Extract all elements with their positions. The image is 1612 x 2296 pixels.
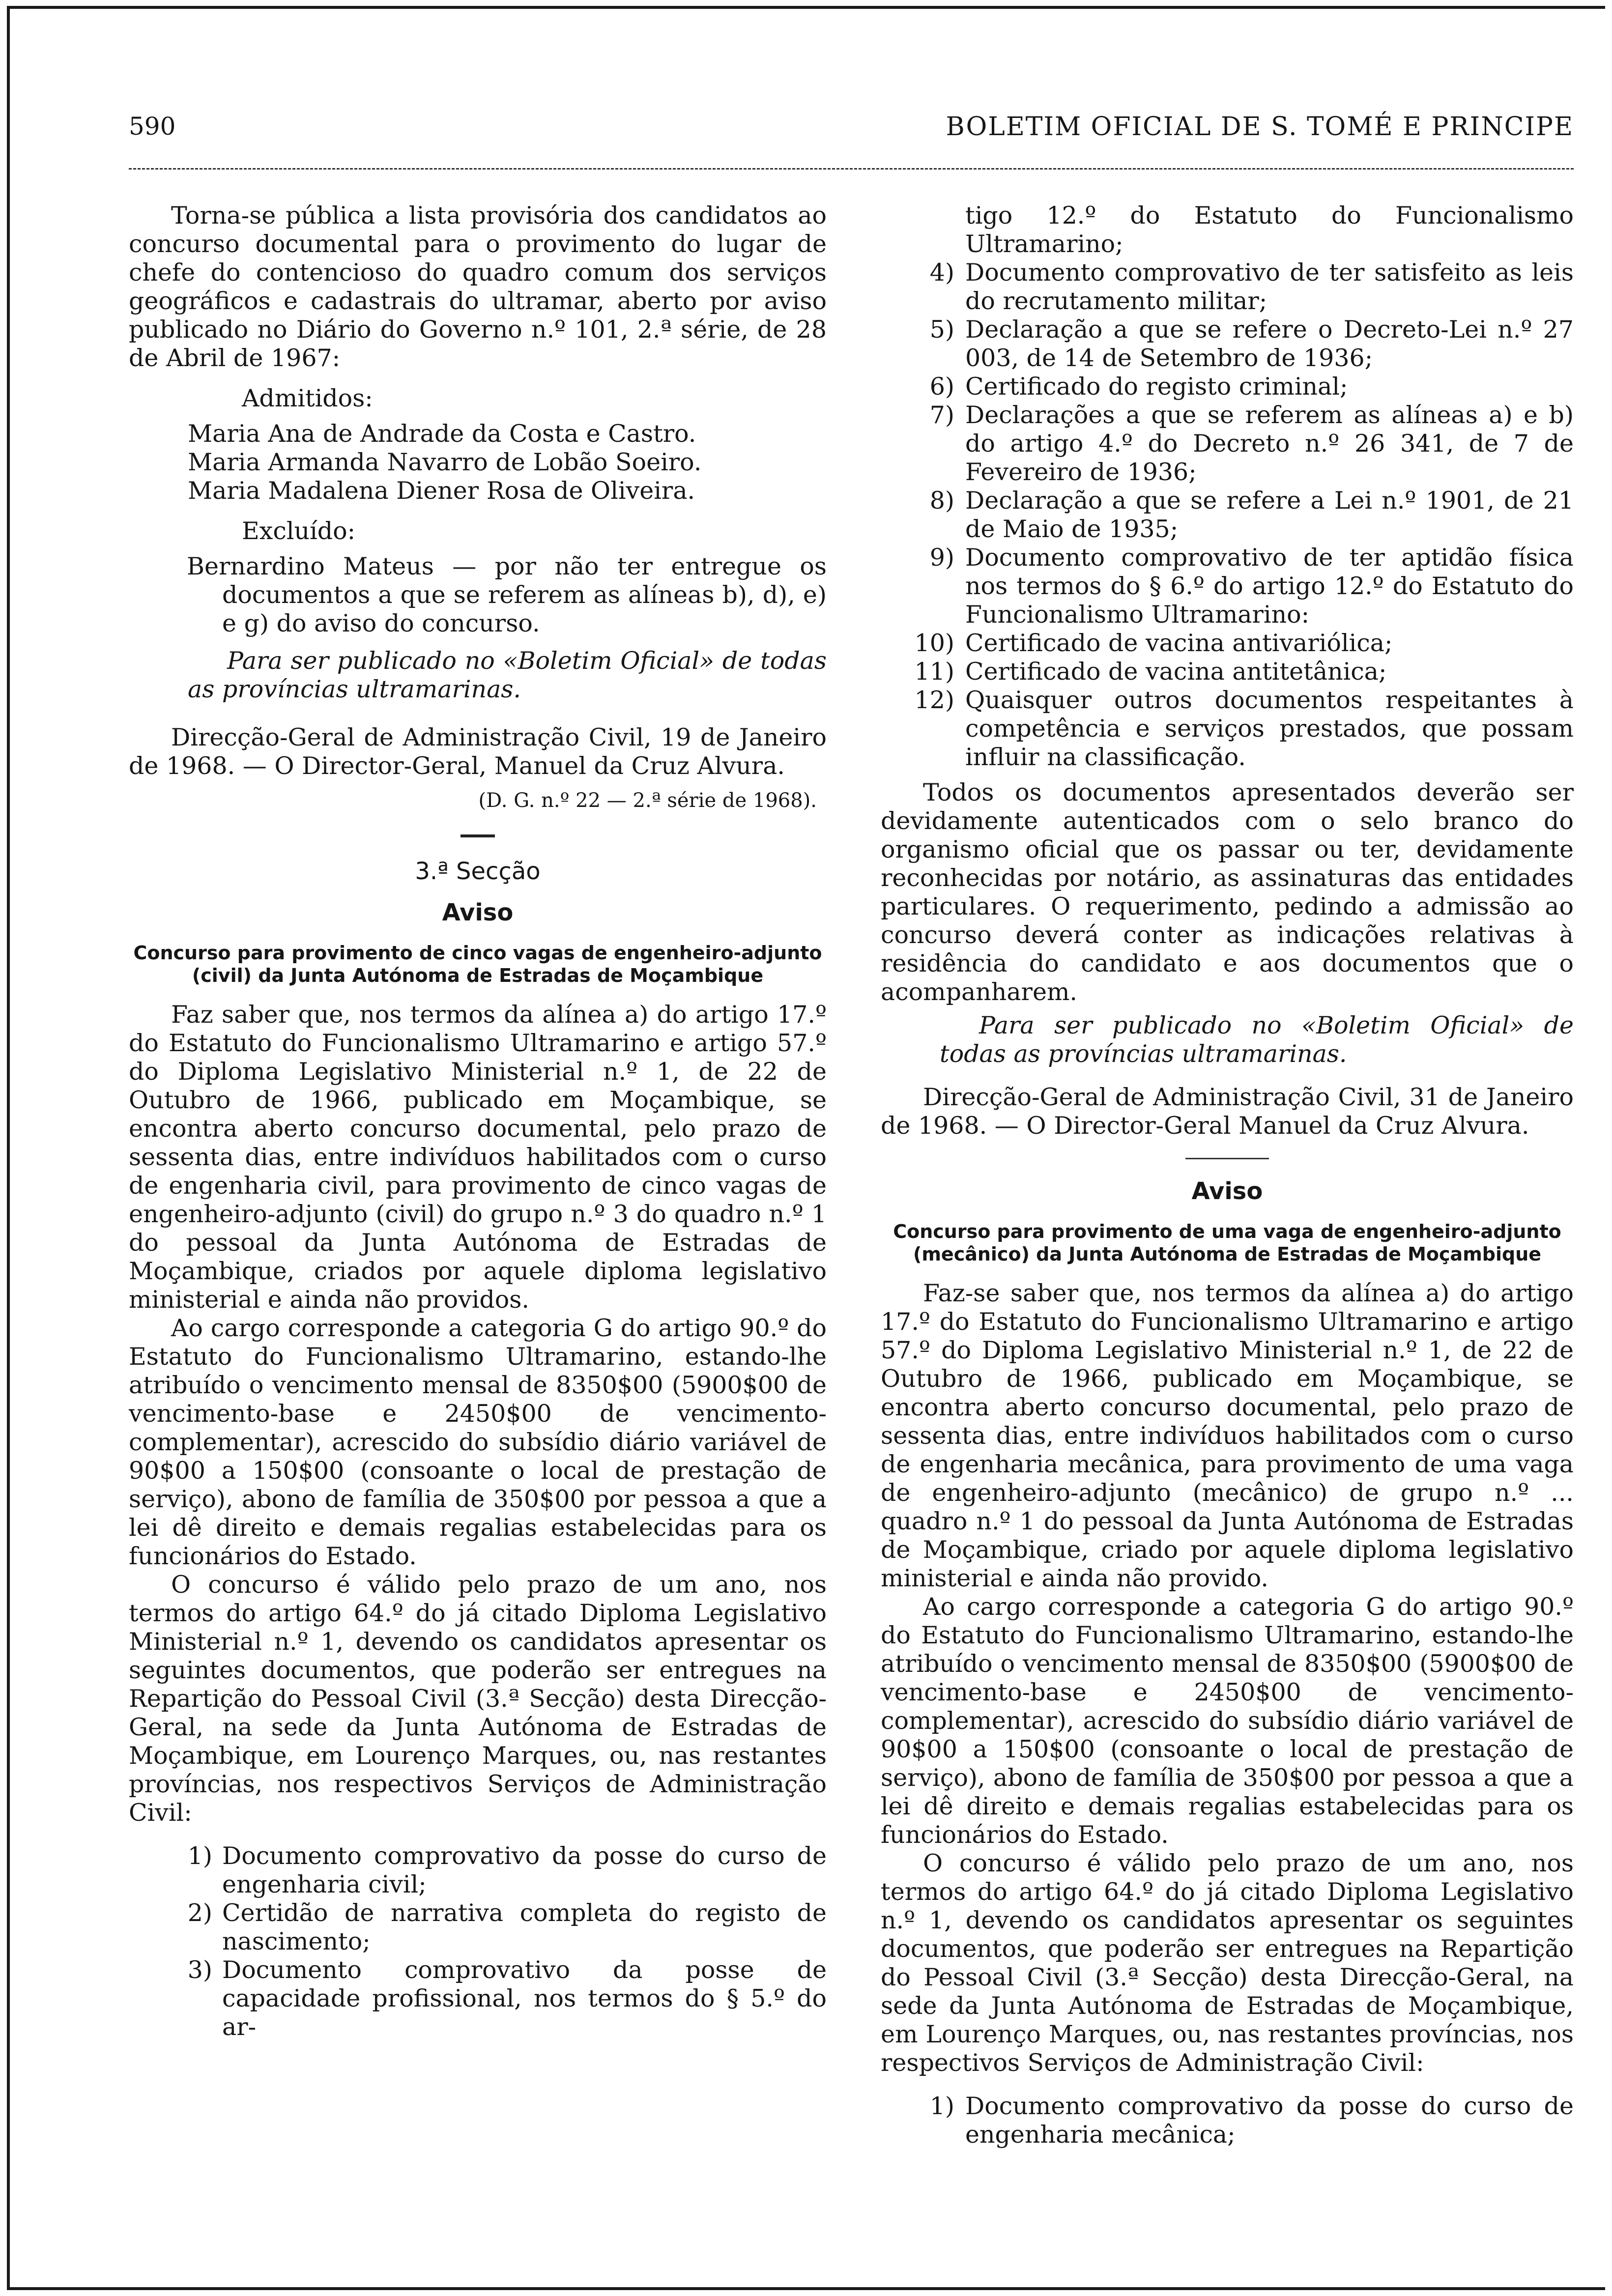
item-number: 3) [187,1956,212,1984]
list-item [881,201,1574,258]
item-text: Certificado de vacina antitetânica; [965,658,1387,686]
concurso-title: Concurso para provimento de cinco vagas de engenheiro-adjunto (civil) da Junta Autónoma de Estradas de Moçambique [133,942,822,986]
document-list [129,1842,827,2041]
list-item [881,316,1574,373]
item-text: Declarações a que se referem as alíneas a) e b) do artigo 4.º do Decreto n.º 26 341, de 7 de Fevereiro de 1936; [965,401,1574,486]
journal-title: BOLETIM OFICIAL DE S. TOMÉ E PRINCIPE [946,112,1574,142]
item-text: Declaração a que se refere o Decreto-Lei n.º 27 003, de 14 de Setembro de 1936; [965,316,1574,372]
list-item [881,258,1574,316]
left-column [129,201,827,2041]
item-number: 11) [914,658,954,686]
item-text: Documento comprovativo da posse de capacidade profissional, nos termos do § 5.º do ar- [222,1956,827,2041]
list-item [881,373,1574,401]
concurso-title: Concurso para provimento de uma vaga de engenheiro-adjunto (mecânico) da Junta Autónoma de Estradas de Moçambique [893,1221,1561,1265]
excluido-label: Excluído: [242,517,356,545]
list-item [881,401,1574,487]
body-paragraph: Ao cargo corresponde a categoria G do artigo 90.º do Estatuto do Funcionalismo Ultramarino, estando-lhe atribuído o vencimento mensal de 8350$00 (5900$00 de vencimento-base e 2450$00 de vencimento-complementar), acrescido do subsídio diário variável de 90$00 a 150$00 (consoante o local de prestação de serviço), abono de família de 350$00 por pessoa a que a lei dê direito e demais regalias estabelecidas para os funcionários do Estado. [881,1593,1574,1849]
item-number: 1) [929,2092,954,2120]
list-item [881,686,1574,772]
list-item [129,1956,827,2041]
section-title: 3.ª Secção [415,858,541,885]
signature-block: Direcção-Geral de Administração Civil, 19 de Janeiro de 1968. — O Director-Geral, Manuel da Cruz Alvura. [129,723,827,780]
item-number: 4) [929,258,954,287]
admitidos-list [188,420,827,505]
publish-note: Para ser publicado no «Boletim Oficial» de todas as províncias ultramarinas. [940,1011,1574,1068]
list-item [881,487,1574,544]
document-list [881,2092,1574,2149]
item-text: Quaisquer outros documentos respeitantes à competência e serviços prestados, que possam influir na classificação. [965,686,1574,771]
item-number: 9) [929,544,954,572]
right-column [881,201,1574,2149]
aviso-heading: Aviso [442,899,514,926]
list-item: Maria Ana de Andrade da Costa e Castro. [188,420,696,448]
item-text: Certificado do registo criminal; [965,373,1348,401]
body-paragraph: O concurso é válido pelo prazo de um ano, nos termos do artigo 64.º do já citado Diploma Legislativo n.º 1, devendo os candidatos apresentar os seguintes documentos, que poderão ser entregues na Repartição do Pessoal Civil (3.ª Secção) desta Direcção-Geral, na sede da Junta Autónoma de Estradas de Moçambique, em Lourenço Marques, ou, nas restantes províncias, nos respectivos Serviços de Administração Civil: [881,1849,1574,2077]
separator [1185,1158,1269,1159]
item-number: 5) [929,316,954,344]
intro-paragraph: Torna-se pública a lista provisória dos candidatos ao concurso documental para o provimento do lugar de chefe do contencioso do quadro comum dos serviços geográficos e cadastrais do ultramar, aberto por aviso publicado no Diário do Governo n.º 101, 2.ª série, de 28 de Abril de 1967: [129,201,827,372]
signature-block: Direcção-Geral de Administração Civil, 31 de Janeiro de 1968. — O Director-Geral Manuel da Cruz Alvura. [881,1083,1574,1140]
item-number: 2) [187,1899,212,1927]
citation: (D. G. n.º 22 — 2.ª série de 1968). [478,789,817,812]
page-number: 590 [129,112,176,141]
item-text: Documento comprovativo da posse do curso de engenharia mecânica; [965,2092,1574,2149]
excluido-entry: Bernardino Mateus — por não ter entregue os documentos a que se referem as alíneas b), d), e) e g) do aviso do concurso. [187,552,827,637]
item-text: Declaração a que se refere a Lei n.º 1901, de 21 de Maio de 1935; [965,487,1574,543]
item-text: Documento comprovativo de ter aptidão física nos termos do § 6.º do artigo 12.º do Estatuto do Funcionalismo Ultramarino: [965,544,1574,629]
list-item: Maria Madalena Diener Rosa de Oliveira. [188,477,695,505]
list-item [129,1899,827,1956]
item-number: 12) [914,686,954,714]
item-text: Certificado de vacina antivariólica; [965,629,1393,657]
list-item [881,2092,1574,2149]
item-text: Documento comprovativo da posse do curso de engenharia civil; [222,1842,827,1898]
document-list-continued [881,201,1574,772]
admitidos-label: Admitidos: [242,384,373,412]
item-number: 6) [929,373,954,401]
publish-note: Para ser publicado no «Boletim Oficial» de todas as províncias ultramarinas. [188,647,827,703]
body-paragraph: Faz saber que, nos termos da alínea a) do artigo 17.º do Estatuto do Funcionalismo Ultramarino e artigo 57.º do Diploma Legislativo Ministerial n.º 1, de 22 de Outubro de 1966, publicado em Moçambique, se encontra aberto concurso documental, pelo prazo de sessenta dias, entre indivíduos habilitados com o curso de engenharia civil, para provimento de cinco vagas de engenheiro-adjunto (civil) do grupo n.º 3 do quadro n.º 1 do pessoal da Junta Autónoma de Estradas de Moçambique, criados por aquele diploma legislativo ministerial e ainda não providos. [129,1001,827,1314]
item-text: Documento comprovativo de ter satisfeito as leis do recrutamento militar; [965,258,1574,315]
list-item: Maria Armanda Navarro de Lobão Soeiro. [188,448,702,476]
header-divider [129,168,1574,170]
page-header [129,112,1574,151]
body-paragraph: Faz-se saber que, nos termos da alínea a) do artigo 17.º do Estatuto do Funcionalismo Ultramarino e artigo 57.º do Diploma Legislativo Ministerial n.º 1, de 22 de Outubro de 1966, publicado em Moçambique, se encontra aberto concurso documental, pelo prazo de sessenta dias, entre indivíduos habilitados com o curso de engenharia mecânica, para provimento de uma vaga de engenheiro-adjunto (mecânico) de grupo n.º ... quadro n.º 1 do pessoal da Junta Autónoma de Estradas de Moçambique, criado por aquele diploma legislativo ministerial e ainda não provido. [881,1279,1574,1592]
separator [461,834,495,837]
item-number: 8) [929,487,954,515]
item-text: tigo 12.º do Estatuto do Funcionalismo Ultramarino; [965,201,1574,258]
item-number: 1) [187,1842,212,1870]
body-paragraph: Ao cargo corresponde a categoria G do artigo 90.º do Estatuto do Funcionalismo Ultramarino, estando-lhe atribuído o vencimento mensal de 8350$00 (5900$00 de vencimento-base e 2450$00 de vencimento-complementar), acrescido do subsídio diário variável de 90$00 a 150$00 (consoante o local de prestação de serviço), abono de família de 350$00 por pessoa a que a lei dê direito e demais regalias estabelecidas para os funcionários do Estado. [129,1314,827,1570]
item-number: 10) [914,629,954,657]
list-item [129,1842,827,1899]
aviso-heading: Aviso [1191,1177,1263,1205]
list-item [881,658,1574,686]
list-item [881,544,1574,629]
body-paragraph: O concurso é válido pelo prazo de um ano, nos termos do artigo 64.º do já citado Diploma Legislativo Ministerial n.º 1, devendo os candidatos apresentar os seguintes documentos, que poderão ser entregues na Repartição do Pessoal Civil (3.ª Secção) desta Direcção-Geral, na sede da Junta Autónoma de Estradas de Moçambique, em Lourenço Marques, ou, nas restantes províncias, nos respectivos Serviços de Administração Civil: [129,1571,827,1827]
item-text: Certidão de narrativa completa do registo de nascimento; [222,1899,827,1955]
body-paragraph: Todos os documentos apresentados deverão ser devidamente autenticados com o selo branco do organismo oficial que os passar ou ter, devidamente reconhecidas por notário, as assinaturas das entidades particulares. O requerimento, pedindo a admissão ao concurso deverá conter as indicações relativas à residência do candidato e aos documentos que o acompanharem. [881,778,1574,1006]
list-item [881,629,1574,658]
item-number: 7) [929,401,954,429]
